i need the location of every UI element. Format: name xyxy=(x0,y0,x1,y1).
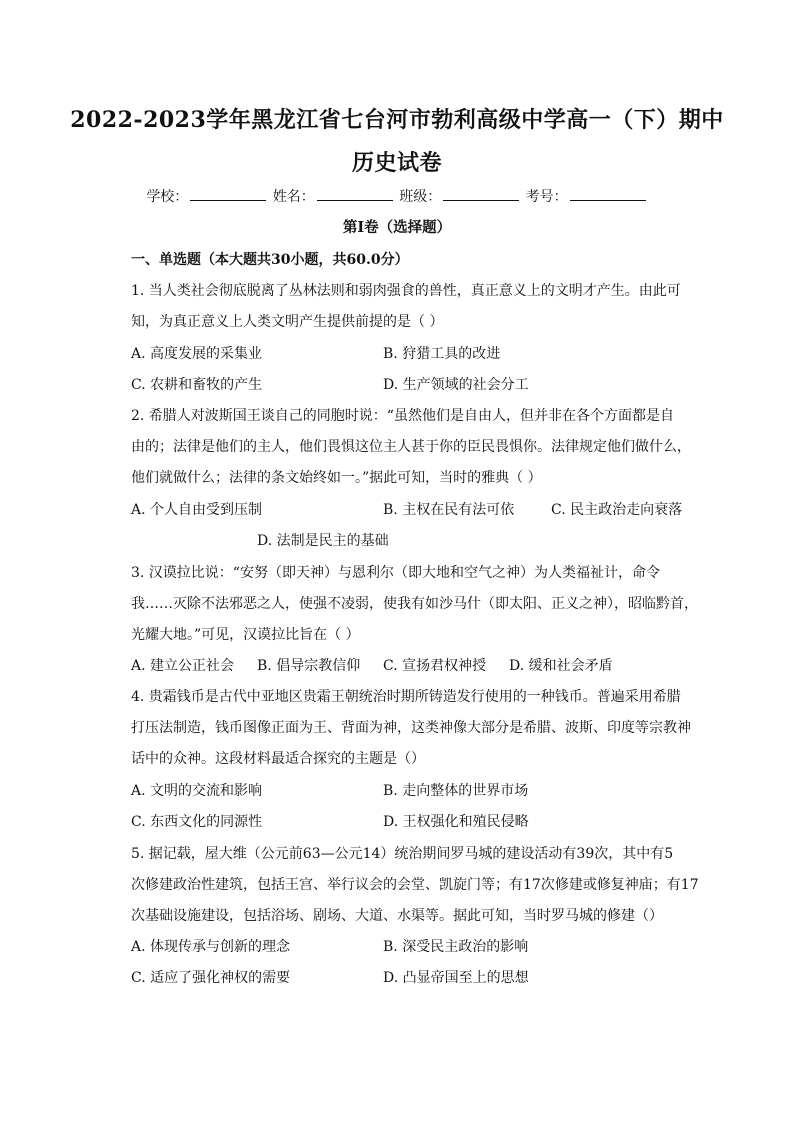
question-4-line-2: 打压法制造，钱币图像正面为王、背面为神，这类神像大部分是希腊、波斯、印度等宗教神 xyxy=(131,720,691,736)
question-1-line-1: 1. 当人类社会彻底脱离了丛林法则和弱肉强食的兽性，真正意义上的文明才产生。由此可 xyxy=(131,283,681,299)
question-3-line-2: 我……灭除不法邪恶之人，使强不凌弱，使我有如沙马什（即太阳、正义之神），昭临黔首， xyxy=(131,596,698,612)
question-4-line-1: 4. 贵霜钱币是古代中亚地区贵霜王朝统治时期所铸造发行使用的一种钱币。普遍采用希腊 xyxy=(131,689,681,705)
name-blank[interactable] xyxy=(317,187,393,201)
question-5-option-d[interactable]: D. 凸显帝国至上的思想 xyxy=(383,970,529,986)
question-4-option-d[interactable]: D. 王权强化和殖民侵略 xyxy=(383,814,529,830)
volume-title: 第I卷（选择题） xyxy=(342,219,452,236)
question-4-option-a[interactable]: A. 文明的交流和影响 xyxy=(131,783,263,799)
question-4-option-b[interactable]: B. 走向整体的世界市场 xyxy=(383,783,529,799)
question-3-option-c[interactable]: C. 宣扬君权神授 xyxy=(383,658,487,674)
question-1-option-b[interactable]: B. 狩猎工具的改进 xyxy=(383,346,501,362)
question-1-option-d[interactable]: D. 生产领域的社会分工 xyxy=(383,377,529,393)
exam-title-line2: 历史试卷 xyxy=(351,150,442,176)
question-1-option-a[interactable]: A. 高度发展的采集业 xyxy=(131,346,263,362)
question-4-option-c[interactable]: C. 东西文化的同源性 xyxy=(131,814,263,830)
exam-title-line1: 2022-2023学年黑龙江省七台河市勃利高级中学高一（下）期中 xyxy=(70,107,724,133)
question-3-option-d[interactable]: D. 缓和社会矛盾 xyxy=(509,658,613,674)
question-3-option-b[interactable]: B. 倡导宗教信仰 xyxy=(257,658,361,674)
question-5-line-1: 5. 据记载，屋大维（公元前63—公元14）统治期间罗马城的建设活动有39次，其中有5 xyxy=(131,846,674,862)
question-2-line-2: 由的；法律是他们的主人，他们畏惧这位主人甚于你的臣民畏惧你。法律规定他们做什么， xyxy=(131,439,691,455)
exam-number-label: 考号： xyxy=(525,189,568,205)
question-5-option-b[interactable]: B. 深受民主政治的影响 xyxy=(383,939,529,955)
question-3-option-a[interactable]: A. 建立公正社会 xyxy=(131,658,235,674)
question-4-line-3: 话中的众神。这段材料最适合探究的主题是（） xyxy=(131,751,425,767)
question-2-option-d[interactable]: D. 法制是民主的基础 xyxy=(257,533,389,549)
student-info-fields xyxy=(0,186,794,206)
question-3-line-3: 光耀大地。”可见，汉谟拉比旨在（ ） xyxy=(131,627,360,643)
class-label: 班级： xyxy=(399,189,442,205)
school-label: 学校： xyxy=(146,189,189,205)
question-1-line-2: 知，为真正意义上人类文明产生提供前提的是（ ） xyxy=(131,314,444,330)
question-5-option-a[interactable]: A. 体现传承与创新的理念 xyxy=(131,939,291,955)
question-5-line-2: 次修建政治性建筑，包括王宫、举行议会的会堂、凯旋门等；有17次修建或修复神庙；有17 xyxy=(131,877,699,893)
school-blank[interactable] xyxy=(190,187,266,201)
question-2-option-c[interactable]: C. 民主政治走向衰落 xyxy=(551,502,683,518)
question-5-option-c[interactable]: C. 适应了强化神权的需要 xyxy=(131,970,291,986)
question-3-line-1: 3. 汉谟拉比说：“安努（即天神）与恩利尔（即大地和空气之神）为人类福祉计，命令 xyxy=(131,565,660,581)
question-2-option-a[interactable]: A. 个人自由受到压制 xyxy=(131,502,263,518)
question-2-line-3: 他们就做什么；法律的条文始终如一。”据此可知，当时的雅典（ ） xyxy=(131,470,542,486)
question-2-option-b[interactable]: B. 主权在民有法可依 xyxy=(383,502,515,518)
question-1-option-c[interactable]: C. 农耕和畜牧的产生 xyxy=(131,377,263,393)
class-blank[interactable] xyxy=(443,187,519,201)
section-heading: 一、单选题（本大题共30小题，共60.0分） xyxy=(131,252,409,268)
question-2-line-1: 2. 希腊人对波斯国王谈自己的同胞时说：“虽然他们是自由人，但并非在各个方面都是自 xyxy=(131,408,674,424)
question-5-line-3: 次基础设施建设，包括浴场、剧场、大道、水渠等。据此可知，当时罗马城的修建（） xyxy=(131,908,663,924)
exam-number-blank[interactable] xyxy=(570,187,646,201)
name-label: 姓名： xyxy=(272,189,315,205)
